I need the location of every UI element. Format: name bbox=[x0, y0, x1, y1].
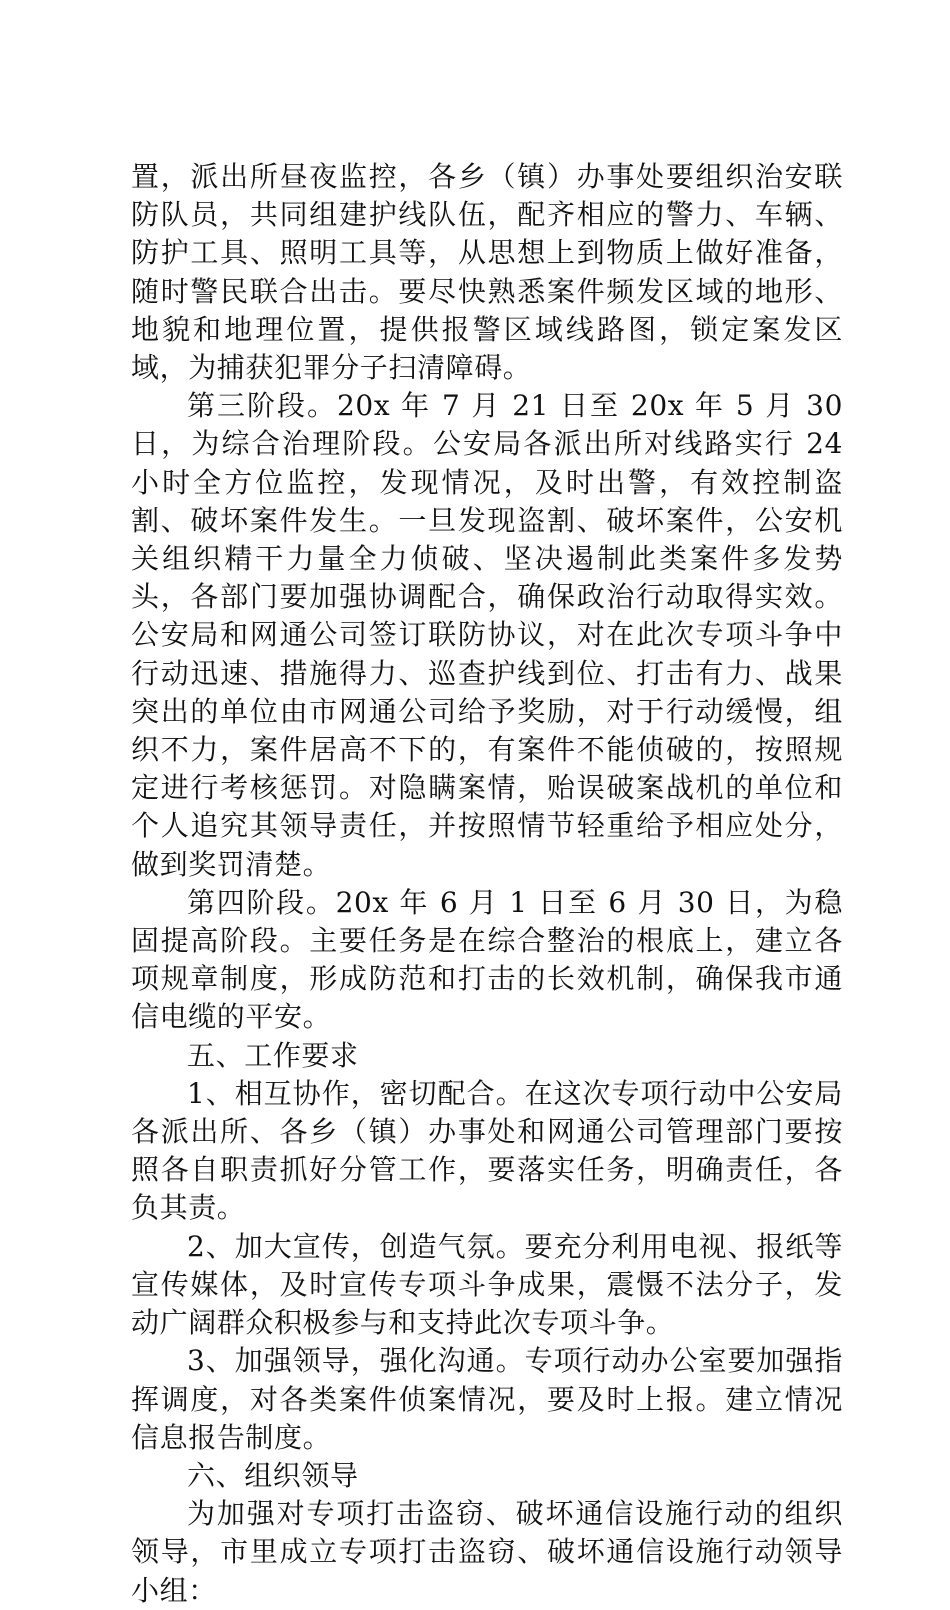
section-heading-organization: 六、组织领导 bbox=[187, 1458, 359, 1492]
paragraph-leadership-group: 为加强对专项打击盗窃、破坏通信设施行动的组织领导，市里成立专项打击盗窃、破坏通信设施行动领导小组： bbox=[131, 1497, 843, 1607]
section-heading-work-requirements: 五、工作要求 bbox=[187, 1038, 359, 1072]
document-body bbox=[131, 158, 843, 1610]
paragraph-phase-three: 第三阶段。20x 年 7 月 21 日至 20x 年 5 月 30 日，为综合治理阶段。公安局各派出所对线路实行 24 小时全方位监控，发现情况，及时出警，有效控制盗割、破坏案件发生。一旦发现盗割、破坏案件，公安机关组织精干力量全力侦破、坚决遏制此类案件多发势头，各部门要加强协调配合，确保政治行动取得实效。公安局和网通公司签订联防协议，对在此次专项斗争中行动迅速、措施得力、巡查护线到位、打击有力、战果突出的单位由市网通公司给予奖励，对于行动缓慢，组织不力，案件居高不下的，有案件不能侦破的，按照规定进行考核惩罚。对隐瞒案情，贻误破案战机的单位和个人追究其领导责任，并按照情节轻重给予相应处分，做到奖罚清楚。 bbox=[131, 389, 843, 881]
requirement-item-2: 2、加大宣传，创造气氛。要充分利用电视、报纸等宣传媒体，及时宣传专项斗争成果，震慑不法分子，发动广阔群众积极参与和支持此次专项斗争。 bbox=[131, 1229, 843, 1340]
paragraph-continuation: 置，派出所昼夜监控，各乡（镇）办事处要组织治安联防队员，共同组建护线队伍，配齐相应的警力、车辆、防护工具、照明工具等，从思想上到物质上做好准备，随时警民联合出击。要尽快熟悉案件频发区域的地形、地貌和地理位置，提供报警区域线路图，锁定案发区域，为捕获犯罪分子扫清障碍。 bbox=[131, 160, 843, 385]
requirement-item-3: 3、加强领导，强化沟通。专项行动办公室要加强指挥调度，对各类案件侦案情况，要及时上报。建立情况信息报告制度。 bbox=[131, 1344, 843, 1454]
requirement-item-1: 1、相互协作，密切配合。在这次专项行动中公安局各派出所、各乡（镇）办事处和网通公司管理部门要按照各自职责抓好分管工作，要落实任务，明确责任，各负其责。 bbox=[131, 1076, 843, 1225]
paragraph-phase-four: 第四阶段。20x 年 6 月 1 日至 6 月 30 日，为稳固提高阶段。主要任务是在综合整治的根底上，建立各项规章制度，形成防范和打击的长效机制，确保我市通信电缆的平安。 bbox=[131, 885, 843, 1034]
